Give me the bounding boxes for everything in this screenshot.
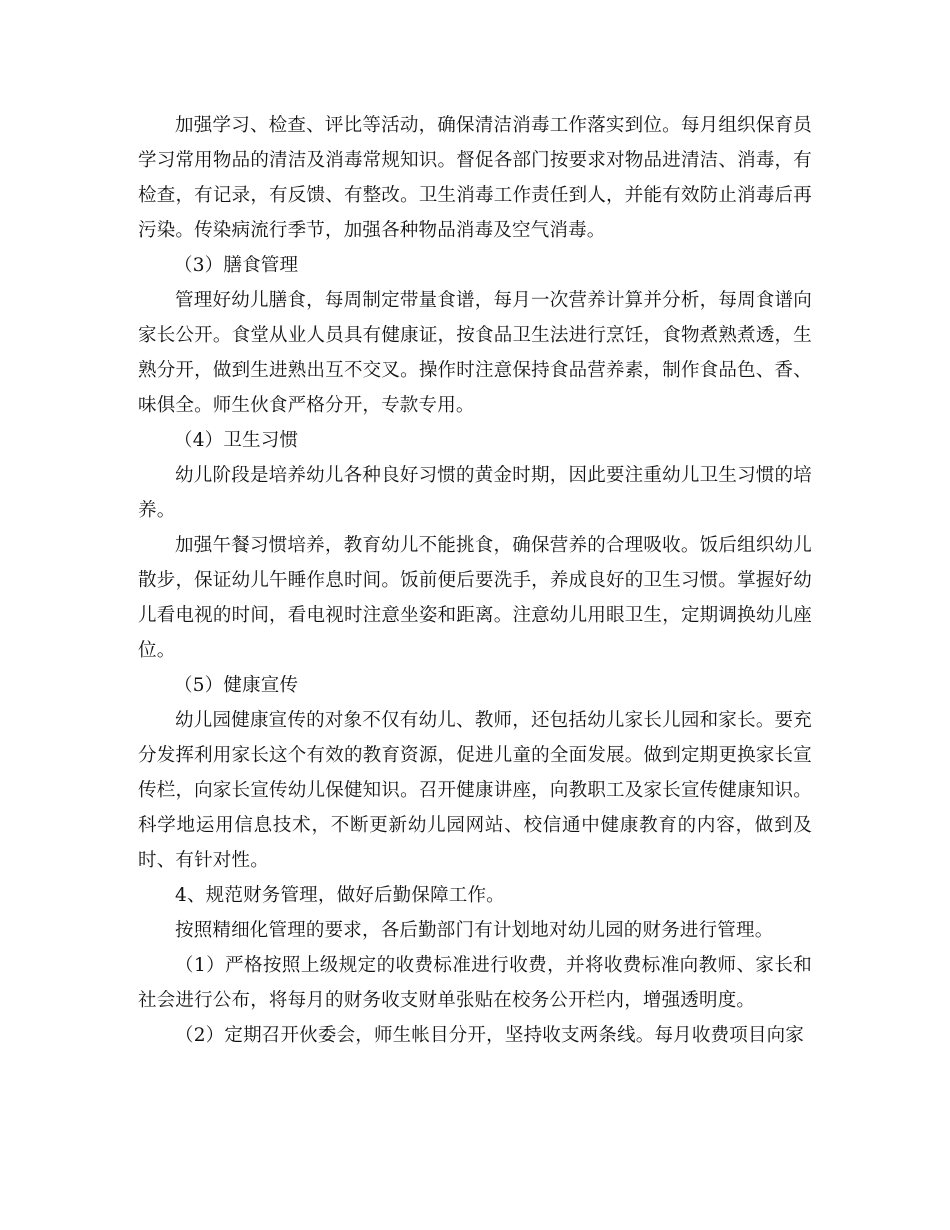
heading-finance-management: 4、规范财务管理，做好后勤保障工作。 bbox=[175, 885, 505, 906]
paragraph-cleaning-disinfection: 加强学习、检查、评比等活动，确保清洁消毒工作落实到位。每月组织保育员学习常用物品的清洁及消毒常规知识。督促各部门按要求对物品进清洁、消毒，有检查，有记录，有反馈、有整改。卫生消毒工作责任到人，并能有效防止消毒后再污染。传染病流行季节，加强各种物品消毒及空气消毒。 bbox=[138, 115, 812, 241]
heading-health-promotion: （5）健康宣传 bbox=[174, 675, 299, 696]
paragraph-hygiene-lunch: 加强午餐习惯培养，教育幼儿不能挑食，确保营养的合理吸收。饭后组织幼儿散步，保证幼儿午睡作息时间。饭前便后要洗手，养成良好的卫生习惯。掌握好幼儿看电视的时间，看电视时注意坐姿和距离。注意幼儿用眼卫生，定期调换幼儿座位。 bbox=[138, 535, 812, 661]
paragraph-health-promotion: 幼儿园健康宣传的对象不仅有幼儿、教师，还包括幼儿家长儿园和家长。要充分发挥利用家长这个有效的教育资源，促进儿童的全面发展。做到定期更换家长宣传栏，向家长宣传幼儿保健知识。召开健康讲座，向教职工及家长宣传健康知识。科学地运用信息技术，不断更新幼儿园网站、校信通中健康教育的内容，做到及时、有针对性。 bbox=[138, 710, 812, 871]
paragraph-finance-item-1: （1）严格按照上级规定的收费标准进行收费，并将收费标准向教师、家长和社会进行公布，将每月的财务收支财单张贴在校务公开栏内，增强透明度。 bbox=[138, 955, 812, 1011]
heading-hygiene-habits: （4）卫生习惯 bbox=[174, 430, 299, 451]
paragraph-finance-intro: 按照精细化管理的要求，各后勤部门有计划地对幼儿园的财务进行管理。 bbox=[175, 920, 774, 941]
paragraph-finance-item-2: （2）定期召开伙委会，师生帐目分开，坚持收支两条线。每月收费项目向家 bbox=[175, 1025, 805, 1046]
paragraph-diet-management: 管理好幼儿膳食，每周制定带量食谱，每月一次营养计算并分析，每周食谱向家长公开。食堂从业人员具有健康证，按食品卫生法进行烹饪，食物煮熟煮透，生熟分开，做到生进熟出互不交叉。操作时注意保持食品营养素，制作食品色、香、味俱全。师生伙食严格分开，专款专用。 bbox=[138, 290, 812, 416]
paragraph-hygiene-intro: 幼儿阶段是培养幼儿各种良好习惯的黄金时期，因此要注重幼儿卫生习惯的培养。 bbox=[138, 465, 812, 521]
heading-diet-management: （3）膳食管理 bbox=[174, 255, 299, 276]
